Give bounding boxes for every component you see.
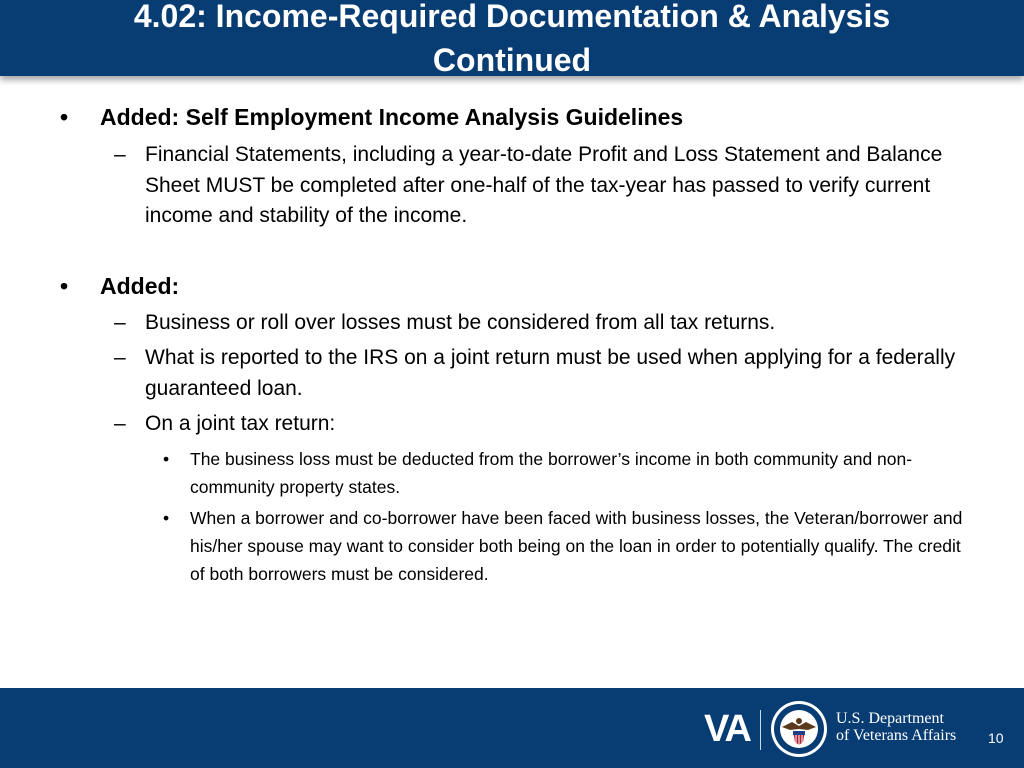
bullet-marker: •: [163, 508, 170, 528]
va-seal-icon: [770, 700, 828, 758]
department-line-2: of Veterans Affairs: [836, 727, 957, 744]
nested-bullet-item: [163, 504, 963, 588]
logo-divider: [760, 710, 761, 750]
page-number: 10: [988, 730, 1004, 746]
nested-bullet-text: When a borrower and co-borrower have been faced with business losses, the Veteran/borrower and his/her spouse may want to consider both being on the loan in order to potentially qualify. The credit of both borrowers must be considered.: [190, 508, 963, 584]
slide-header: [0, 0, 1024, 76]
bullet-text: Added:: [100, 273, 180, 299]
bullet-text: Added: Self Employment Income Analysis Guidelines: [100, 104, 684, 130]
sub-bullet-text: Business or roll over losses must be considered from all tax returns.: [145, 311, 776, 334]
sub-bullet-text: What is reported to the IRS on a joint return must be used when applying for a federally guaranteed loan.: [145, 346, 956, 400]
sub-bullet-item: [114, 308, 966, 339]
bullet-marker: •: [60, 273, 69, 299]
slide-title: 4.02: Income-Required Documentation & Analysis Continued: [133, 0, 891, 78]
bullet-marker: •: [163, 449, 170, 469]
va-logo: VA: [704, 708, 750, 750]
dash-marker: –: [114, 412, 126, 435]
sub-bullet-text: Financial Statements, including a year-to-date Profit and Loss Statement and Balance Sheet MUST be completed after one-half of the tax-year has passed to verify current income and stability of the income.: [145, 143, 943, 227]
department-name: [836, 710, 956, 744]
sub-bullet-item: [114, 140, 966, 232]
bullet-marker: •: [60, 104, 69, 130]
dash-marker: –: [114, 311, 126, 334]
dash-marker: –: [114, 346, 126, 369]
nested-bullet-item: [163, 445, 963, 501]
department-line-1: U.S. Department: [836, 710, 944, 727]
nested-bullet-text: The business loss must be deducted from the borrower’s income in both community and non-community property states.: [190, 449, 913, 497]
bullet-item: [60, 271, 960, 301]
dash-marker: –: [114, 143, 126, 166]
sub-bullet-item: [114, 343, 966, 404]
sub-bullet-text: On a joint tax return:: [145, 412, 336, 435]
sub-bullet-item: [114, 409, 966, 440]
bullet-item: [60, 102, 960, 132]
